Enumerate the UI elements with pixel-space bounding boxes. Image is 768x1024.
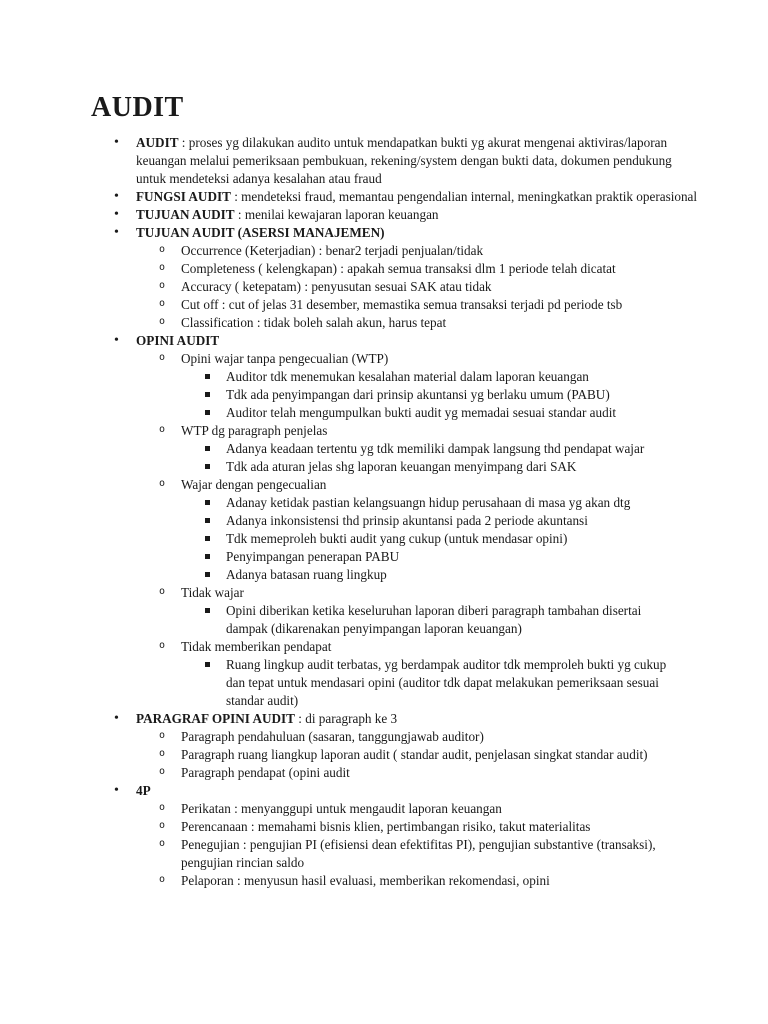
sub-item: o Tidak memberikan pendapat: [181, 638, 698, 656]
sub-item: o Wajar dengan pengecualian: [181, 476, 698, 494]
sub-sub-item: Adanay ketidak pastian kelangsuangn hidup perusahaan di masa yg akan dtg: [226, 494, 668, 512]
list-item-paragraf-opini-audit: [136, 710, 698, 728]
sub-item: o Paragraph pendapat (opini audit: [181, 764, 698, 782]
sub-sub-item: Auditor telah mengumpulkan bukti audit yg memadai sesuai standar audit: [226, 404, 668, 422]
term: TUJUAN AUDIT (ASERSI MANAJEMEN): [136, 225, 385, 240]
sub-item: o Paragraph ruang liangkup laporan audit ( standar audit, penjelasan singkat standar audit): [181, 746, 698, 764]
term: FUNGSI AUDIT: [136, 189, 231, 204]
sub-sub-item: Opini diberikan ketika keseluruhan laporan diberi paragraph tambahan disertai dampak (dikarenakan penyimpangan laporan keuangan): [226, 602, 668, 638]
sub-item: o Classification : tidak boleh salah akun, harus tepat: [181, 314, 698, 332]
sub-item: o Opini wajar tanpa pengecualian (WTP): [181, 350, 698, 368]
term: AUDIT: [136, 135, 179, 150]
sub-item: o WTP dg paragraph penjelas: [181, 422, 698, 440]
sub-item: o Tidak wajar: [181, 584, 698, 602]
definition: : di paragraph ke 3: [294, 711, 398, 726]
sub-item: o Accuracy ( ketepatam) : penyusutan sesuai SAK atau tidak: [181, 278, 698, 296]
list-item-audit: [136, 134, 698, 188]
sub-item: o Perikatan : menyanggupi untuk mengaudit laporan keuangan: [181, 800, 698, 818]
definition: : proses yg dilakukan audito untuk mendapatkan bukti yg akurat mengenai aktiviras/laporan keuangan melalui pemeriksaan pembukuan, rekening/system dengan bukti data, dokumen pendukung untuk mendeteksi adanya kesalahan atau fraud: [136, 135, 672, 186]
term: 4P: [136, 783, 151, 798]
sub-sub-item: Tdk ada penyimpangan dari prinsip akuntansi yg berlaku umum (PABU): [226, 386, 668, 404]
list-item-fungsi-audit: [136, 188, 698, 206]
sub-item: o Occurrence (Keterjadian) : benar2 terjadi penjualan/tidak: [181, 242, 698, 260]
definition: : menilai kewajaran laporan keuangan: [234, 207, 439, 222]
sub-item: o Completeness ( kelengkapan) : apakah semua transaksi dlm 1 periode telah dicatat: [181, 260, 698, 278]
sub-sub-item: Auditor tdk menemukan kesalahan material dalam laporan keuangan: [226, 368, 668, 386]
list-item-asersi-manajemen: [136, 224, 698, 242]
sub-sub-item: Adanya inkonsistensi thd prinsip akuntansi pada 2 periode akuntansi: [226, 512, 668, 530]
term: OPINI AUDIT: [136, 333, 220, 348]
term: PARAGRAF OPINI AUDIT: [136, 711, 295, 726]
sub-sub-item: Adanya keadaan tertentu yg tdk memiliki dampak langsung thd pendapat wajar: [226, 440, 668, 458]
list-item-tujuan-audit: [136, 206, 698, 224]
sub-item: o Perencanaan : memahami bisnis klien, pertimbangan risiko, takut materialitas: [181, 818, 698, 836]
sub-sub-item: Penyimpangan penerapan PABU: [226, 548, 668, 566]
sub-sub-item: Ruang lingkup audit terbatas, yg berdampak auditor tdk memproleh bukti yg cukup dan tepat untuk mendasari opini (auditor tdk dapat melakukan pemeriksaan sesuai standar audit): [226, 657, 667, 708]
sub-item: o Cut off : cut of jelas 31 desember, memastika semua transaksi terjadi pd periode tsb: [181, 296, 698, 314]
sub-sub-item: Tdk memeproleh bukti audit yang cukup (untuk mendasar opini): [226, 530, 668, 548]
list-item-4p: [136, 782, 698, 800]
term: TUJUAN AUDIT: [136, 207, 235, 222]
sub-sub-item: Adanya batasan ruang lingkup: [226, 566, 668, 584]
definition: : mendeteksi fraud, memantau pengendalian internal, meningkatkan praktik operasional: [230, 189, 698, 204]
list-item-opini-audit: [136, 332, 698, 350]
sub-item: o Paragraph pendahuluan (sasaran, tanggungjawab auditor): [181, 728, 698, 746]
sub-item: o Penegujian : pengujian PI (efisiensi dean efektifitas PI), pengujian substantive (transaksi), pengujian rincian saldo: [181, 836, 698, 872]
document-body: [0, 134, 768, 890]
sub-item: o Pelaporan : menyusun hasil evaluasi, memberikan rekomendasi, opini: [181, 872, 698, 890]
sub-sub-item: Tdk ada aturan jelas shg laporan keuangan menyimpang dari SAK: [226, 458, 668, 476]
page-title: AUDIT: [91, 92, 184, 123]
